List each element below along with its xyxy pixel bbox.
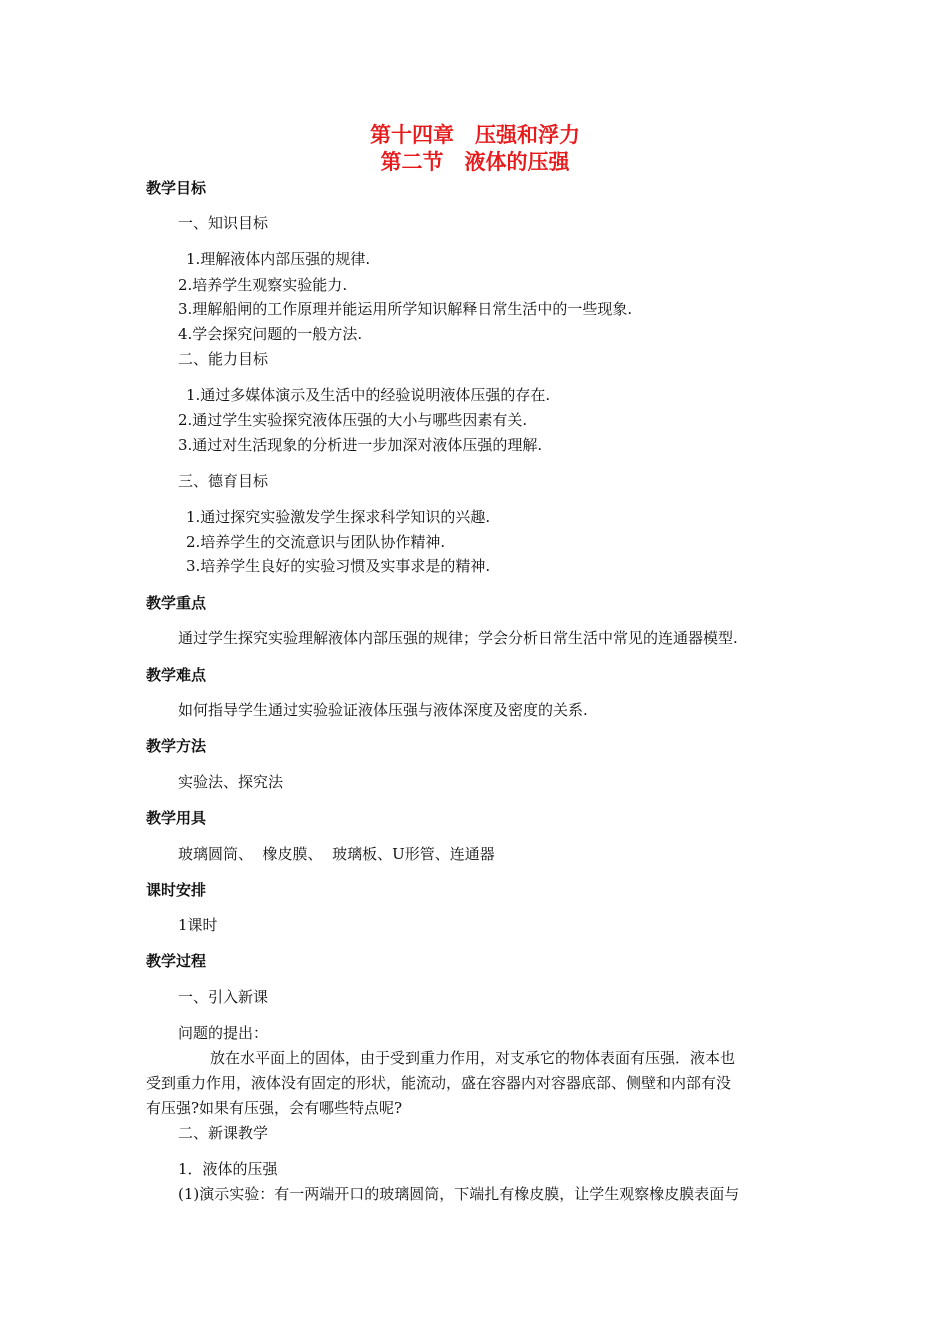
- schedule-heading: 课时安排: [146, 881, 207, 899]
- list-item: 1.通过多媒体演示及生活中的经验说明液体压强的存在.: [186, 386, 551, 404]
- goals-heading: 教学目标: [146, 179, 207, 197]
- list-item: 3.理解船闸的工作原理并能运用所学知识解释日常生活中的一些现象.: [178, 300, 633, 318]
- list-item: 1.通过探究实验激发学生探求科学知识的兴趣.: [186, 508, 491, 526]
- tools-heading: 教学用具: [146, 809, 207, 827]
- process-heading: 教学过程: [146, 952, 207, 970]
- knowledge-goals-label: 一、知识目标: [178, 214, 269, 232]
- tools-text: 玻璃圆筒、 橡皮膜、 玻璃板、U形管、连通器: [178, 845, 495, 863]
- list-item: 2.通过学生实验探究液体压强的大小与哪些因素有关.: [178, 411, 528, 429]
- chapter-title: 第十四章 压强和浮力: [370, 123, 580, 147]
- list-item: 3.通过对生活现象的分析进一步加深对液体压强的理解.: [178, 436, 543, 454]
- ability-goals-label: 二、能力目标: [178, 350, 269, 368]
- methods-text: 实验法、探究法: [178, 773, 284, 791]
- list-item: 2.培养学生观察实验能力.: [178, 276, 348, 294]
- question-label: 问题的提出：: [178, 1024, 269, 1042]
- moral-goals-label: 三、德育目标: [178, 472, 269, 490]
- methods-heading: 教学方法: [146, 737, 207, 755]
- schedule-text: 1课时: [178, 916, 218, 934]
- new-lesson-label: 二、新课教学: [178, 1124, 269, 1142]
- list-item: 2.培养学生的交流意识与团队协作精神.: [186, 533, 446, 551]
- intro-label: 一、引入新课: [178, 988, 269, 1006]
- difficulties-text: 如何指导学生通过实验验证液体压强与液体深度及密度的关系.: [178, 701, 588, 719]
- paragraph-line: 受到重力作用，液体没有固定的形状，能流动，盛在容器内对容器底部、侧壁和内部有没: [146, 1074, 732, 1092]
- list-item: 4.学会探究问题的一般方法.: [178, 325, 363, 343]
- paragraph-line: 放在水平面上的固体，由于受到重力作用，对支承它的物体表面有压强．液本也: [210, 1049, 736, 1067]
- list-item: 1.理解液体内部压强的规律.: [186, 250, 371, 268]
- paragraph-line: (1)演示实验：有一两端开口的玻璃圆筒，下端扎有橡皮膜，让学生观察橡皮膜表面与: [178, 1185, 740, 1203]
- difficulties-heading: 教学难点: [146, 666, 207, 684]
- list-item: 3.培养学生良好的实验习惯及实事求是的精神.: [186, 557, 491, 575]
- section-title: 第二节 液体的压强: [380, 150, 570, 174]
- paragraph-line: 有压强?如果有压强，会有哪些特点呢?: [146, 1099, 403, 1117]
- subsection-title: 1．液体的压强: [178, 1160, 278, 1178]
- key-points-heading: 教学重点: [146, 594, 207, 612]
- key-points-text: 通过学生探究实验理解液体内部压强的规律；学会分析日常生活中常见的连通器模型.: [178, 629, 738, 647]
